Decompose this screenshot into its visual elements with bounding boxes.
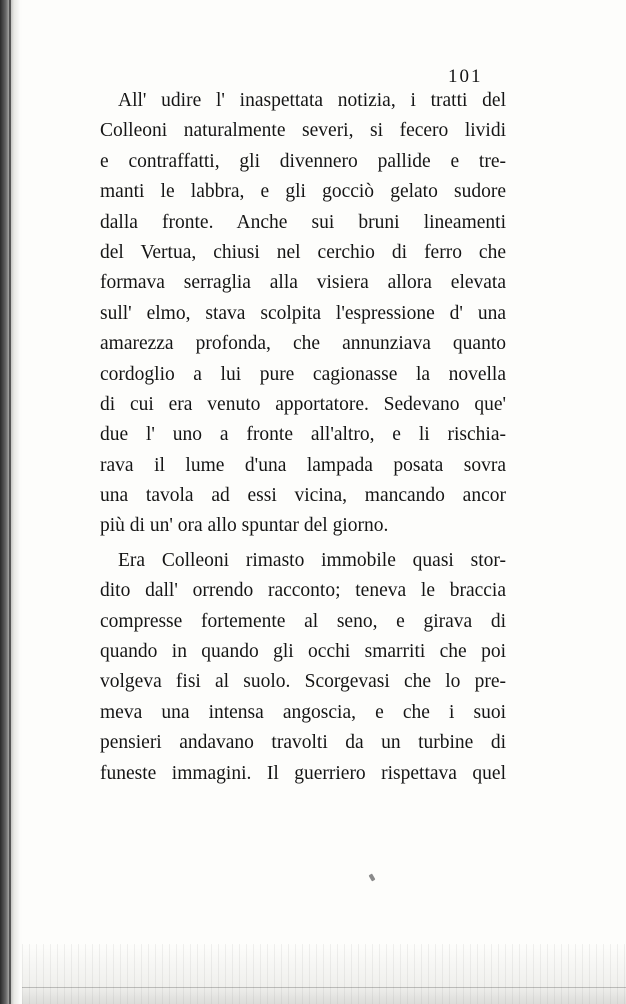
text-line: rava il lume d'una lampada posata sovra [100, 454, 506, 476]
text-line: All' udire l' inaspettata notizia, i tratti del [118, 90, 506, 111]
text-line: cordoglio a lui pure cagionasse la novella [100, 363, 506, 385]
text-line: dalla fronte. Anche sui bruni lineamenti [100, 211, 506, 233]
bottom-edge-line [22, 987, 626, 988]
binding-line [9, 0, 11, 1004]
text-line: del Vertua, chiusi nel cerchio di ferro che [100, 241, 506, 263]
text-line: compresse fortemente al seno, e girava di [100, 610, 506, 632]
text-line: di cui era venuto apportatore. Sedevano que' [100, 393, 506, 415]
text-line: funeste immagini. Il guerriero rispettava quel [100, 762, 506, 784]
text-line: più di un' ora allo spuntar del giorno. [100, 515, 389, 537]
text-line: formava serraglia alla visiera allora elevata [100, 272, 506, 294]
text-line: manti le labbra, e gli gocciò gelato sudore [100, 181, 506, 203]
text-line: Colleoni naturalmente severi, si fecero lividi [100, 120, 506, 142]
text-line: e contraffatti, gli divennero pallide e tre- [100, 150, 506, 172]
binding-edge [0, 0, 22, 1004]
text-line: Era Colleoni rimasto immobile quasi stor- [118, 549, 506, 571]
page-number: 101 [448, 66, 483, 87]
paragraph-1 [100, 86, 506, 542]
text-line: una tavola ad essi vicina, mancando ancor [100, 485, 506, 507]
scan-noise [22, 944, 626, 1004]
text-line: amarezza profonda, che annunziava quanto [100, 333, 506, 355]
text-line: meva una intensa angoscia, e che i suoi [100, 701, 506, 723]
paragraph-2 [100, 546, 506, 789]
text-line: pensieri andavano travolti da un turbine di [100, 732, 506, 754]
ink-speck [369, 873, 376, 881]
text-line: due l' uno a fronte all'altro, e li rischia- [100, 424, 506, 446]
text-line: dito dall' orrendo racconto; teneva le braccia [100, 580, 506, 602]
text-line: sull' elmo, stava scolpita l'espressione d' una [100, 302, 506, 324]
body-text [100, 86, 506, 789]
text-line: volgeva fisi al suolo. Scorgevasi che lo pre- [100, 671, 506, 693]
text-line: quando in quando gli occhi smarriti che poi [100, 641, 506, 663]
